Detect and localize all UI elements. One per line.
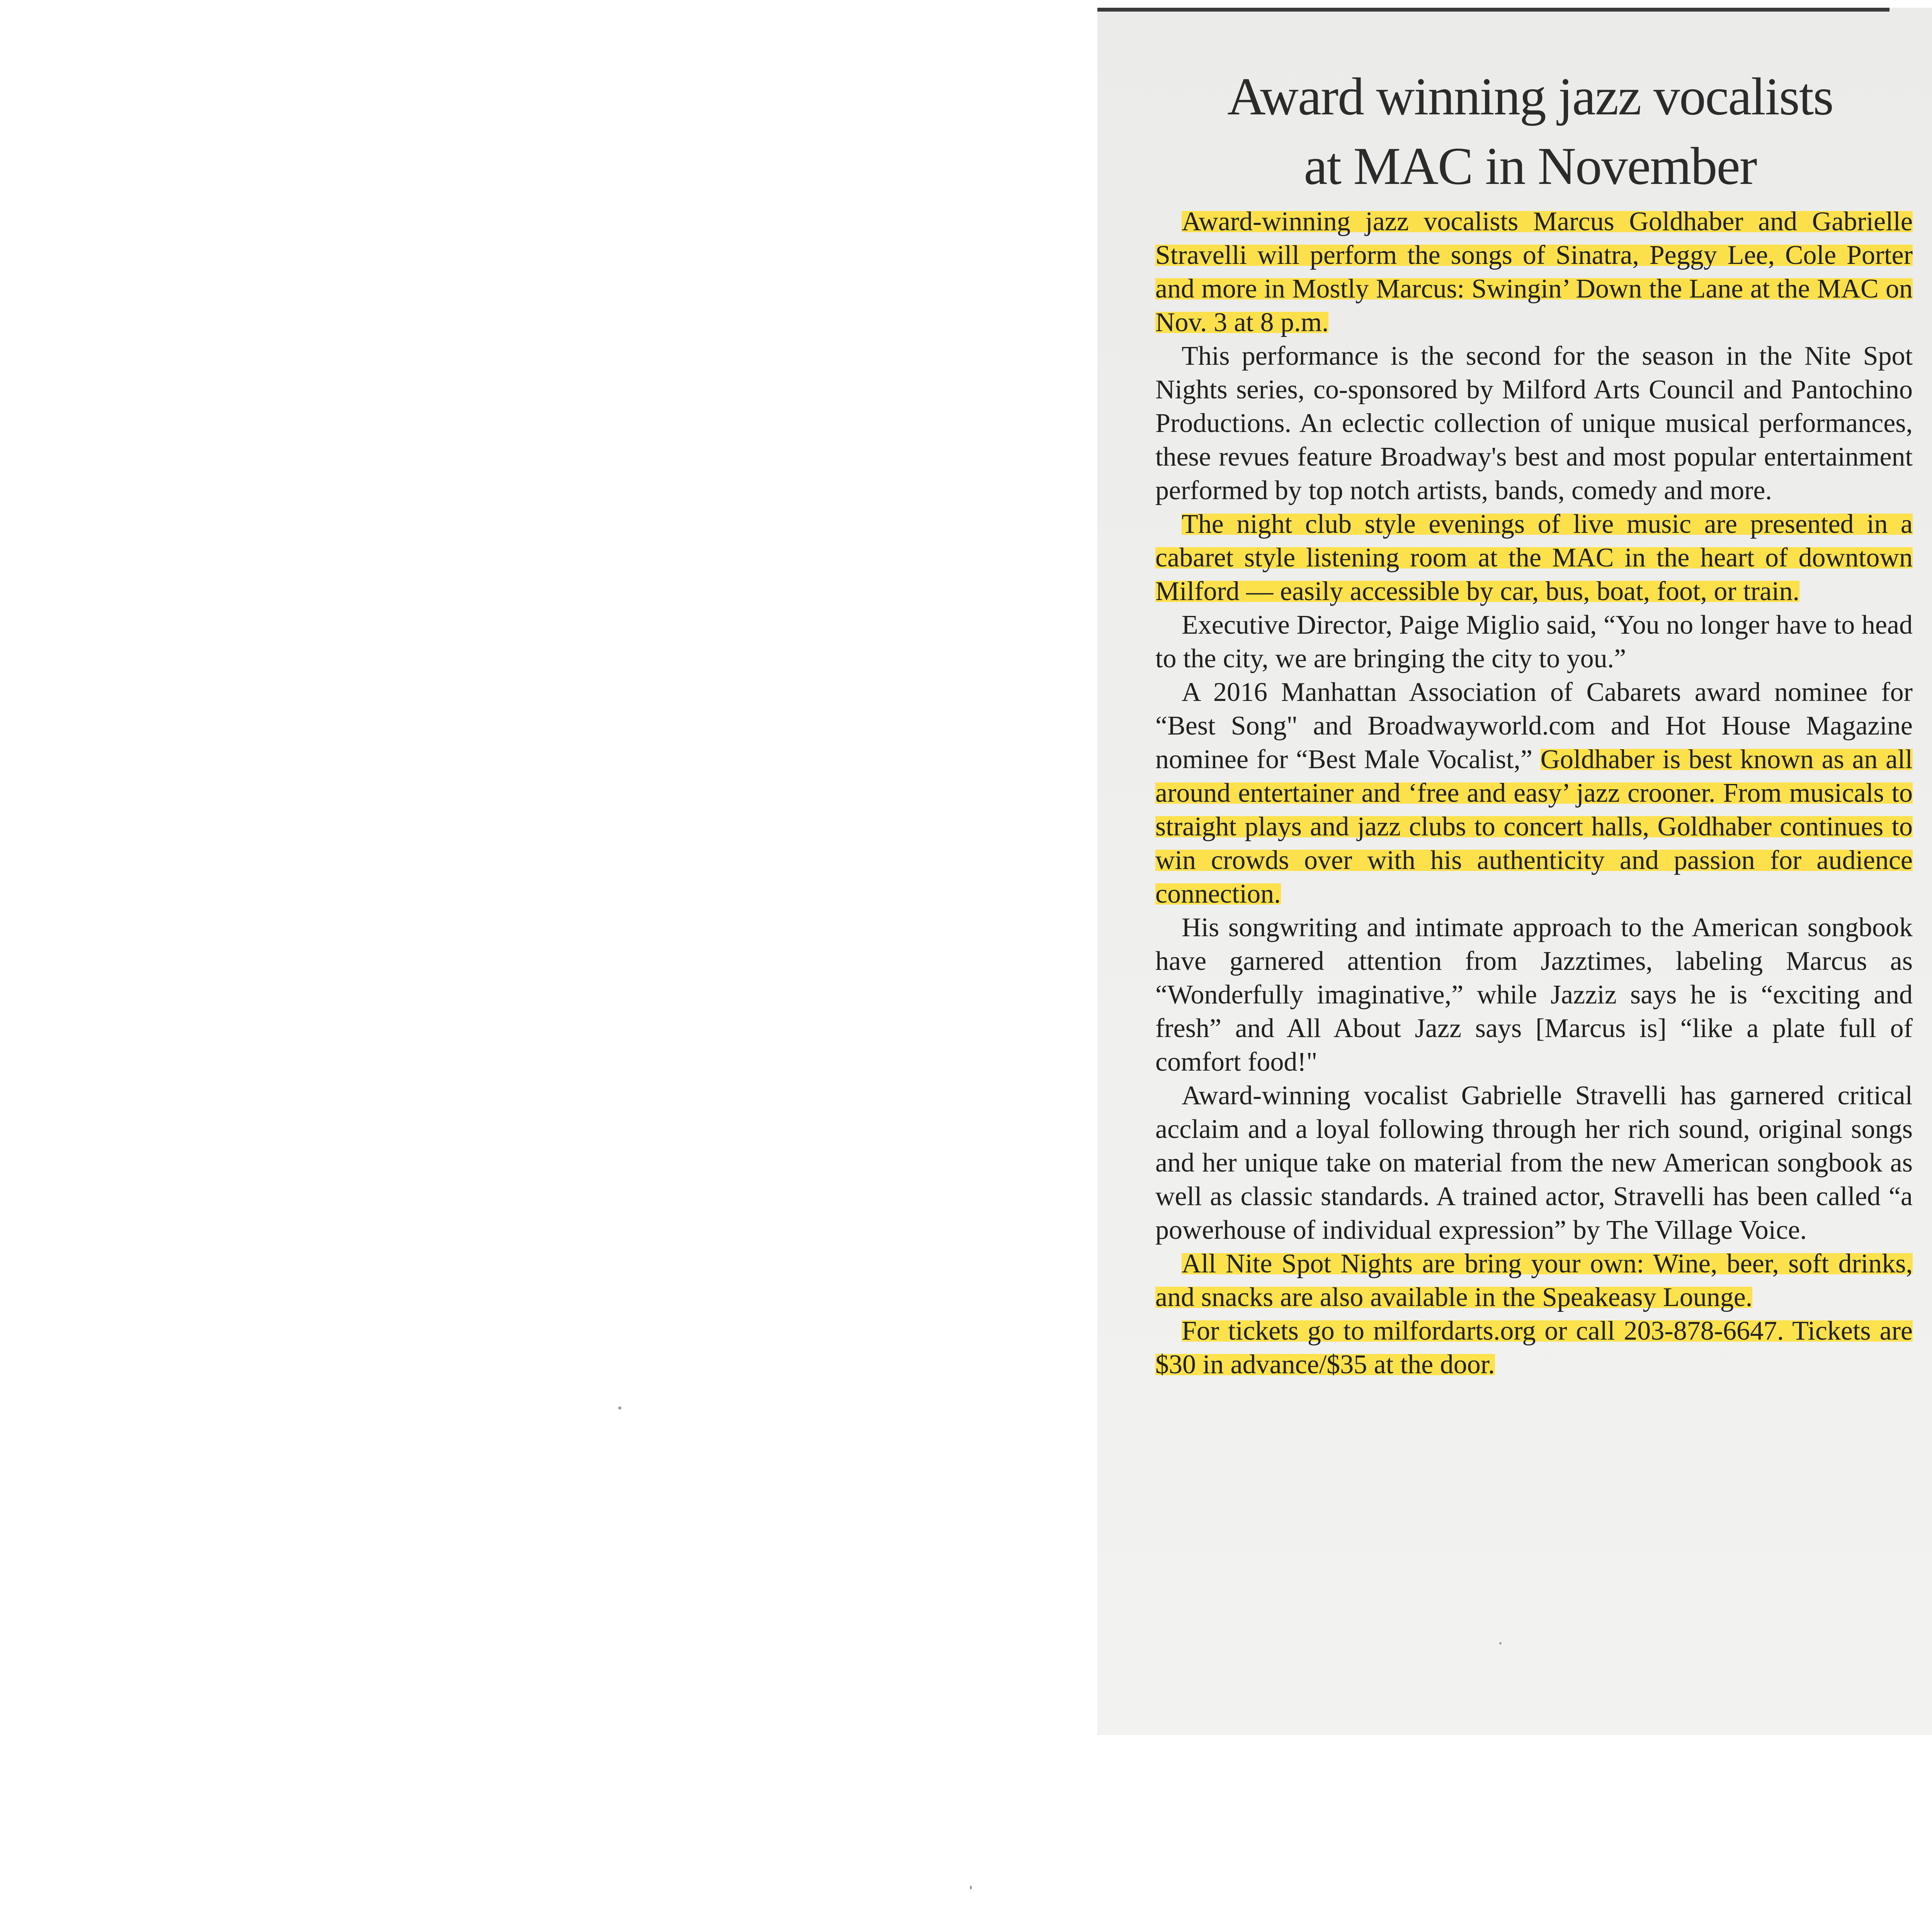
highlighted-text: For tickets go to milfordarts.org or call 203-878-6647. Tickets are $30 in advance/$35 at the door. — [1155, 1316, 1913, 1379]
paragraph-text: Executive Director, Paige Miglio said, “You no longer have to head to the city, we are bringing the city to you.” — [1155, 610, 1913, 673]
highlighted-text: Goldhaber is best known as an all around entertainer and ‘free and easy’ jazz crooner. From musicals to straight plays and jazz clubs to concert halls, Goldhaber continues to win crowds over with his authenticity and passion for audience connection. — [1155, 745, 1913, 909]
article-paragraph — [1155, 1314, 1913, 1381]
article-paragraph — [1155, 608, 1913, 675]
article-paragraph — [1155, 1247, 1913, 1314]
highlighted-text: The night club style evenings of live music are presented in a cabaret style listening room at the MAC in the heart of downtown Milford — easily accessible by car, bus, boat, foot, or train. — [1155, 509, 1913, 606]
headline-line-1: Award winning jazz vocalists — [1227, 67, 1833, 126]
paragraph-text: His songwriting and intimate approach to the American songbook have garnered attention from Jazztimes, labeling Marcus as “Wonderfully imaginative,” while Jazziz says he is “exciting and fresh” and All About Jazz says [Marcus is] “like a plate full of comfort food!" — [1155, 913, 1913, 1077]
headline-line-2: at MAC in November — [1304, 136, 1757, 196]
headline — [1097, 62, 1932, 201]
newspaper-clipping — [1097, 8, 1932, 1735]
highlighted-text: All Nite Spot Nights are bring your own: Wine, beer, soft drinks, and snacks are also available in the Speakeasy Lounge. — [1155, 1249, 1913, 1312]
article-paragraph — [1155, 911, 1913, 1079]
top-rule — [1097, 8, 1889, 12]
article-paragraph — [1155, 675, 1913, 911]
article-paragraph — [1155, 1079, 1913, 1247]
paragraph-text: Award-winning vocalist Gabrielle Stravelli has garnered critical acclaim and a loyal following through her rich sound, original songs and her unique take on material from the new American songbook as well as classic standards. A trained actor, Stravelli has been called “a powerhouse of individual expression” by The Village Voice. — [1155, 1081, 1913, 1245]
paragraph-text: This performance is the second for the season in the Nite Spot Nights series, co-sponsored by Milford Arts Council and Pantochino Productions. An eclectic collection of unique musical performances, these revues feature Broadway's best and most popular entertainment performed by top notch artists, bands, comedy and more. — [1155, 341, 1913, 505]
article-paragraph — [1155, 339, 1913, 507]
highlighted-text: Award-winning jazz vocalists Marcus Goldhaber and Gabrielle Stravelli will perform the songs of Sinatra, Peggy Lee, Cole Porter and more in Mostly Marcus: Swingin’ Down the Lane at the MAC on Nov. 3 at 8 p.m. — [1155, 207, 1913, 337]
paragraph-text: A 2016 Manhattan Association of Cabarets award nominee for “Best Song" and Broadwayworld.com and Hot House Magazine nominee for “Best Male Vocalist,” — [1155, 677, 1913, 774]
article-body — [1155, 205, 1913, 1381]
article-paragraph — [1155, 205, 1913, 339]
scan-speck — [970, 1886, 972, 1889]
scan-speck — [618, 1406, 621, 1410]
scan-speck — [1499, 1642, 1502, 1645]
article-paragraph — [1155, 507, 1913, 608]
